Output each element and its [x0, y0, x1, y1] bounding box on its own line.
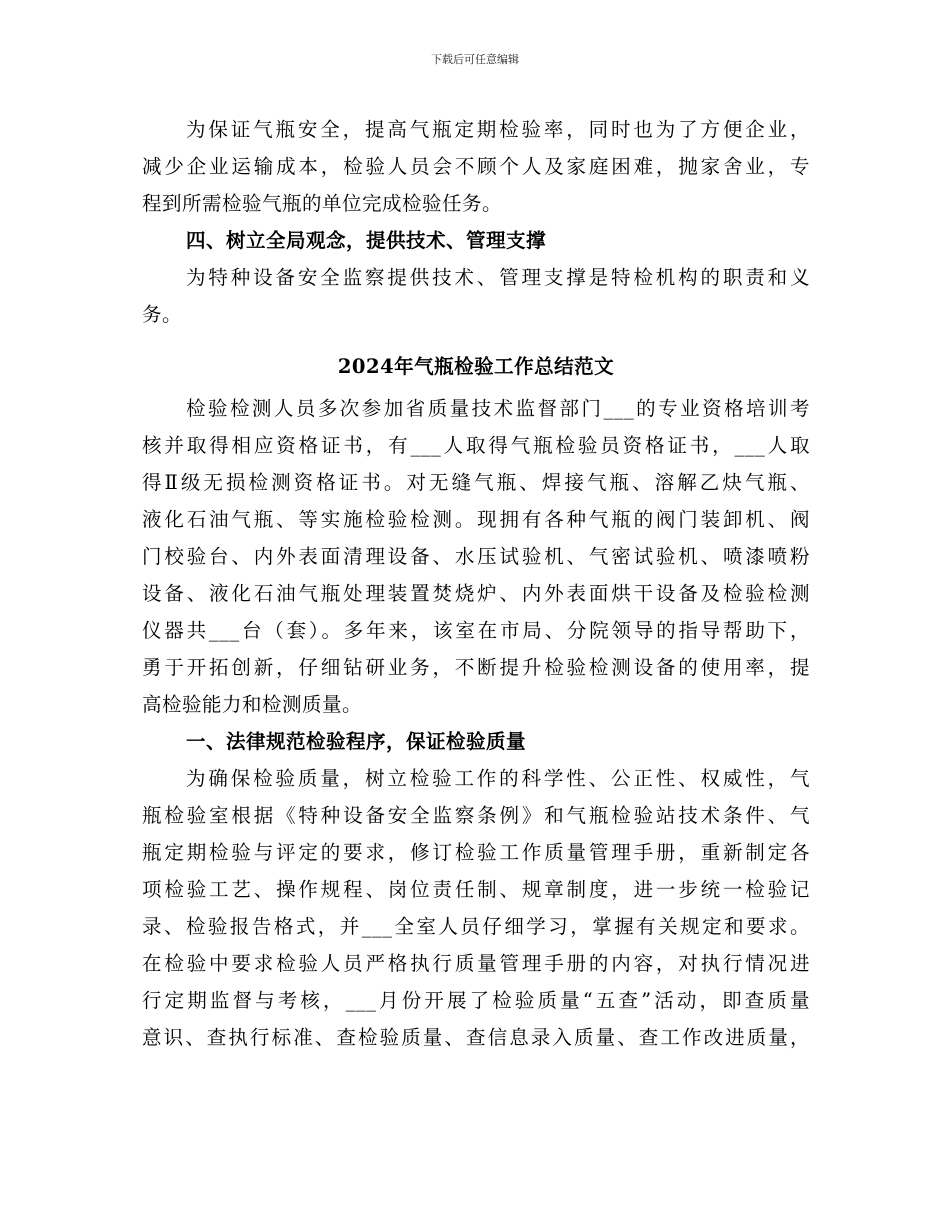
section-heading: 四、树立全局观念，提供技术、管理支撑 — [186, 229, 547, 252]
text-line: 为确保检验质量，树立检验工作的科学性、公正性、权威性，气 — [186, 767, 810, 790]
text-line: 仪器共___台（套）。多年来，该室在市局、分院领导的指导帮助下， — [142, 619, 810, 642]
text-line: 行定期监督与考核，___月份开展了检验质量“五查”活动，即查质量 — [142, 989, 810, 1012]
paragraph — [142, 390, 810, 723]
text-line: 为保证气瓶安全，提高气瓶定期检验率，同时也为了方便企业， — [186, 118, 810, 141]
text-line: 勇于开拓创新，仔细钻研业务，不断提升检验检测设备的使用率，提 — [142, 656, 810, 679]
text-line: 程到所需检验气瓶的单位完成检验任务。 — [142, 192, 503, 215]
text-line: 瓶定期检验与评定的要求，修订检验工作质量管理手册，重新制定各 — [142, 841, 810, 864]
text-line: 瓶检验室根据《特种设备安全监察条例》和气瓶检验站技术条件、气 — [142, 804, 810, 827]
text-line: 液化石油气瓶、等实施检验检测。现拥有各种气瓶的阀门装卸机、阀 — [142, 508, 810, 531]
text-line: 务。 — [142, 303, 183, 326]
section-heading: 一、法律规范检验程序，保证检验质量 — [186, 730, 527, 753]
text-line: 得Ⅱ级无损检测资格证书。对无缝气瓶、焊接气瓶、溶解乙炔气瓶、 — [142, 471, 810, 494]
text-line: 减少企业运输成本，检验人员会不顾个人及家庭困难，抛家舍业，专 — [142, 155, 810, 178]
text-line: 录、检验报告格式，并___全室人员仔细学习，掌握有关规定和要求。 — [142, 915, 810, 938]
paragraph — [142, 111, 810, 222]
paragraph — [142, 259, 810, 333]
document-body — [142, 111, 810, 1056]
page-header: 下载后可任意编辑 — [431, 53, 519, 66]
text-line: 检验检测人员多次参加省质量技术监督部门___的专业资格培训考 — [186, 397, 810, 420]
text-line: 设备、液化石油气瓶处理装置焚烧炉、内外表面烘干设备及检验检测 — [142, 582, 810, 605]
text-line: 意识、查执行标准、查检验质量、查信息录入质量、查工作改进质量， — [142, 1026, 810, 1049]
text-line: 核并取得相应资格证书，有___人取得气瓶检验员资格证书，___人取 — [142, 434, 810, 457]
paragraph — [142, 760, 810, 1056]
text-line: 为特种设备安全监察提供技术、管理支撑是特检机构的职责和义 — [186, 266, 810, 289]
text-line: 项检验工艺、操作规程、岗位责任制、规章制度，进一步统一检验记 — [142, 878, 810, 901]
text-line: 在检验中要求检验人员严格执行质量管理手册的内容，对执行情况进 — [142, 952, 810, 975]
text-line: 门校验台、内外表面清理设备、水压试验机、气密试验机、喷漆喷粉 — [142, 545, 810, 568]
document-title: 2024年气瓶检验工作总结范文 — [337, 355, 615, 378]
text-line: 高检验能力和检测质量。 — [142, 693, 363, 716]
